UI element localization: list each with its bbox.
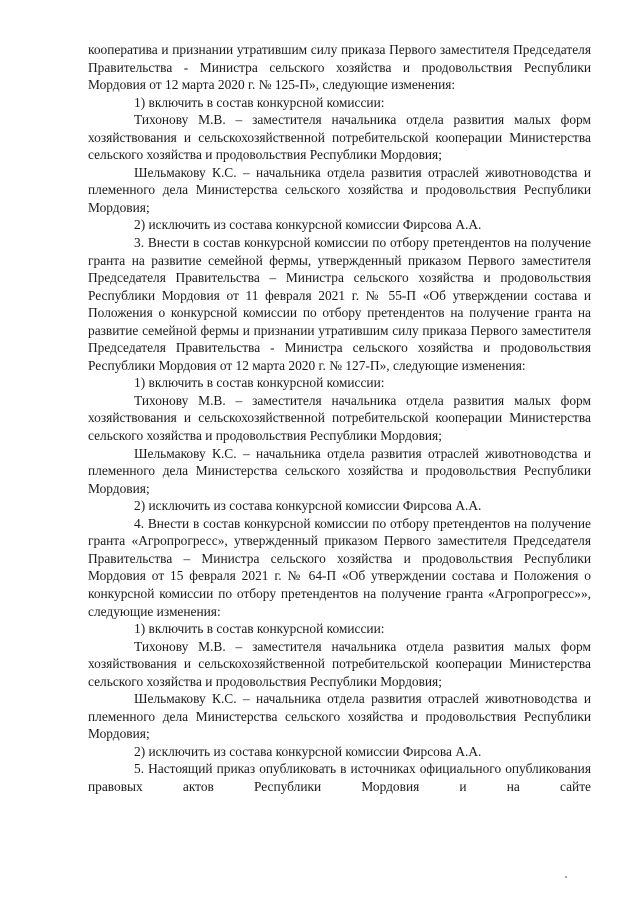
paragraph-member-tikhonova: Тихонову М.В. – заместителя начальника отдела развития малых форм хозяйствования и сельскохозяйственной потребительской кооперации Министерства сельского хозяйства и продовольствия Республики Мордовия;	[88, 392, 591, 444]
paragraph-member-shelmakova: Шельмакову К.С. – начальника отдела развития отраслей животноводства и племенного дела Министерства сельского хозяйства и продовольствия Республики Мордовия;	[88, 691, 591, 742]
list-item-exclude: 2) исключить из состава конкурсной комиссии Фирсова А.А.	[134, 498, 482, 514]
paragraph-member-tikhonova: Тихонову М.В. – заместителя начальника отдела развития малых форм хозяйствования и сельскохозяйственной потребительской кооперации Министерства сельского хозяйства и продовольствия Республики Мордовия;	[88, 638, 591, 689]
list-item-exclude: 2) исключить из состава конкурсной комиссии Фирсова А.А.	[134, 217, 482, 233]
list-item-include: 1) включить в состав конкурсной комиссии:	[134, 94, 385, 110]
paragraph-member-shelmakova: Шельмакову К.С. – начальника отдела развития отраслей животноводства и племенного дела Министерства сельского хозяйства и продовольствия Республики Мордовия;	[88, 164, 591, 215]
list-item-include: 1) включить в состав конкурсной комиссии:	[134, 375, 385, 391]
list-item-include: 1) включить в состав конкурсной комиссии:	[134, 621, 385, 637]
paragraph-item-3: 3. Внести в состав конкурсной комиссии по отбору претендентов на получение гранта на развитие семейной фермы, утвержденный приказом Первого заместителя Председателя Правительства – Министра сельского хозяйства и продовольствия Республики Мордовия от 11 февраля 2021 г. № 55-П «Об утверждении состава и Положения о конкурсной комиссии по отбору претендентов на получение гранта на развитие семейной фермы и признании утратившим силу приказа Первого заместителя Председателя Правительства - Министра сельского хозяйства и продовольствия Республики Мордовия от 12 марта 2020 г. № 127-П», следующие изменения:	[88, 235, 591, 373]
paragraph-item-5: 5. Настоящий приказ опубликовать в источниках официального опубликования правовых актов Республики Мордовия и на сайте	[88, 761, 591, 794]
list-item-exclude: 2) исключить из состава конкурсной комиссии Фирсова А.А.	[134, 743, 482, 759]
paragraph-continuation: кооператива и признании утратившим силу приказа Первого заместителя Председателя Правительства - Министра сельского хозяйства и продовольствия Республики Мордовия от 12 марта 2020 г. № 125-П», следующие изменения:	[88, 42, 591, 93]
paragraph-item-4: 4. Внести в состав конкурсной комиссии по отбору претендентов на получение гранта «Агропрогресс», утвержденный приказом Первого заместителя Председателя Правительства – Министра сельского хозяйства и продовольствия Республики Мордовия от 15 февраля 2021 г. № 64-П «Об утверждении состава и Положения о конкурсной комиссии по отбору претендентов на получение гранта «Агропрогресс»», следующие изменения:	[88, 515, 591, 619]
paragraph-member-tikhonova: Тихонову М.В. – заместителя начальника отдела развития малых форм хозяйствования и сельскохозяйственной потребительской кооперации Министерства сельского хозяйства и продовольствия Республики Мордовия;	[88, 112, 591, 163]
scan-speck	[565, 876, 567, 878]
paragraph-member-shelmakova: Шельмакову К.С. – начальника отдела развития отраслей животноводства и племенного дела Министерства сельского хозяйства и продовольствия Республики Мордовия;	[88, 445, 591, 496]
